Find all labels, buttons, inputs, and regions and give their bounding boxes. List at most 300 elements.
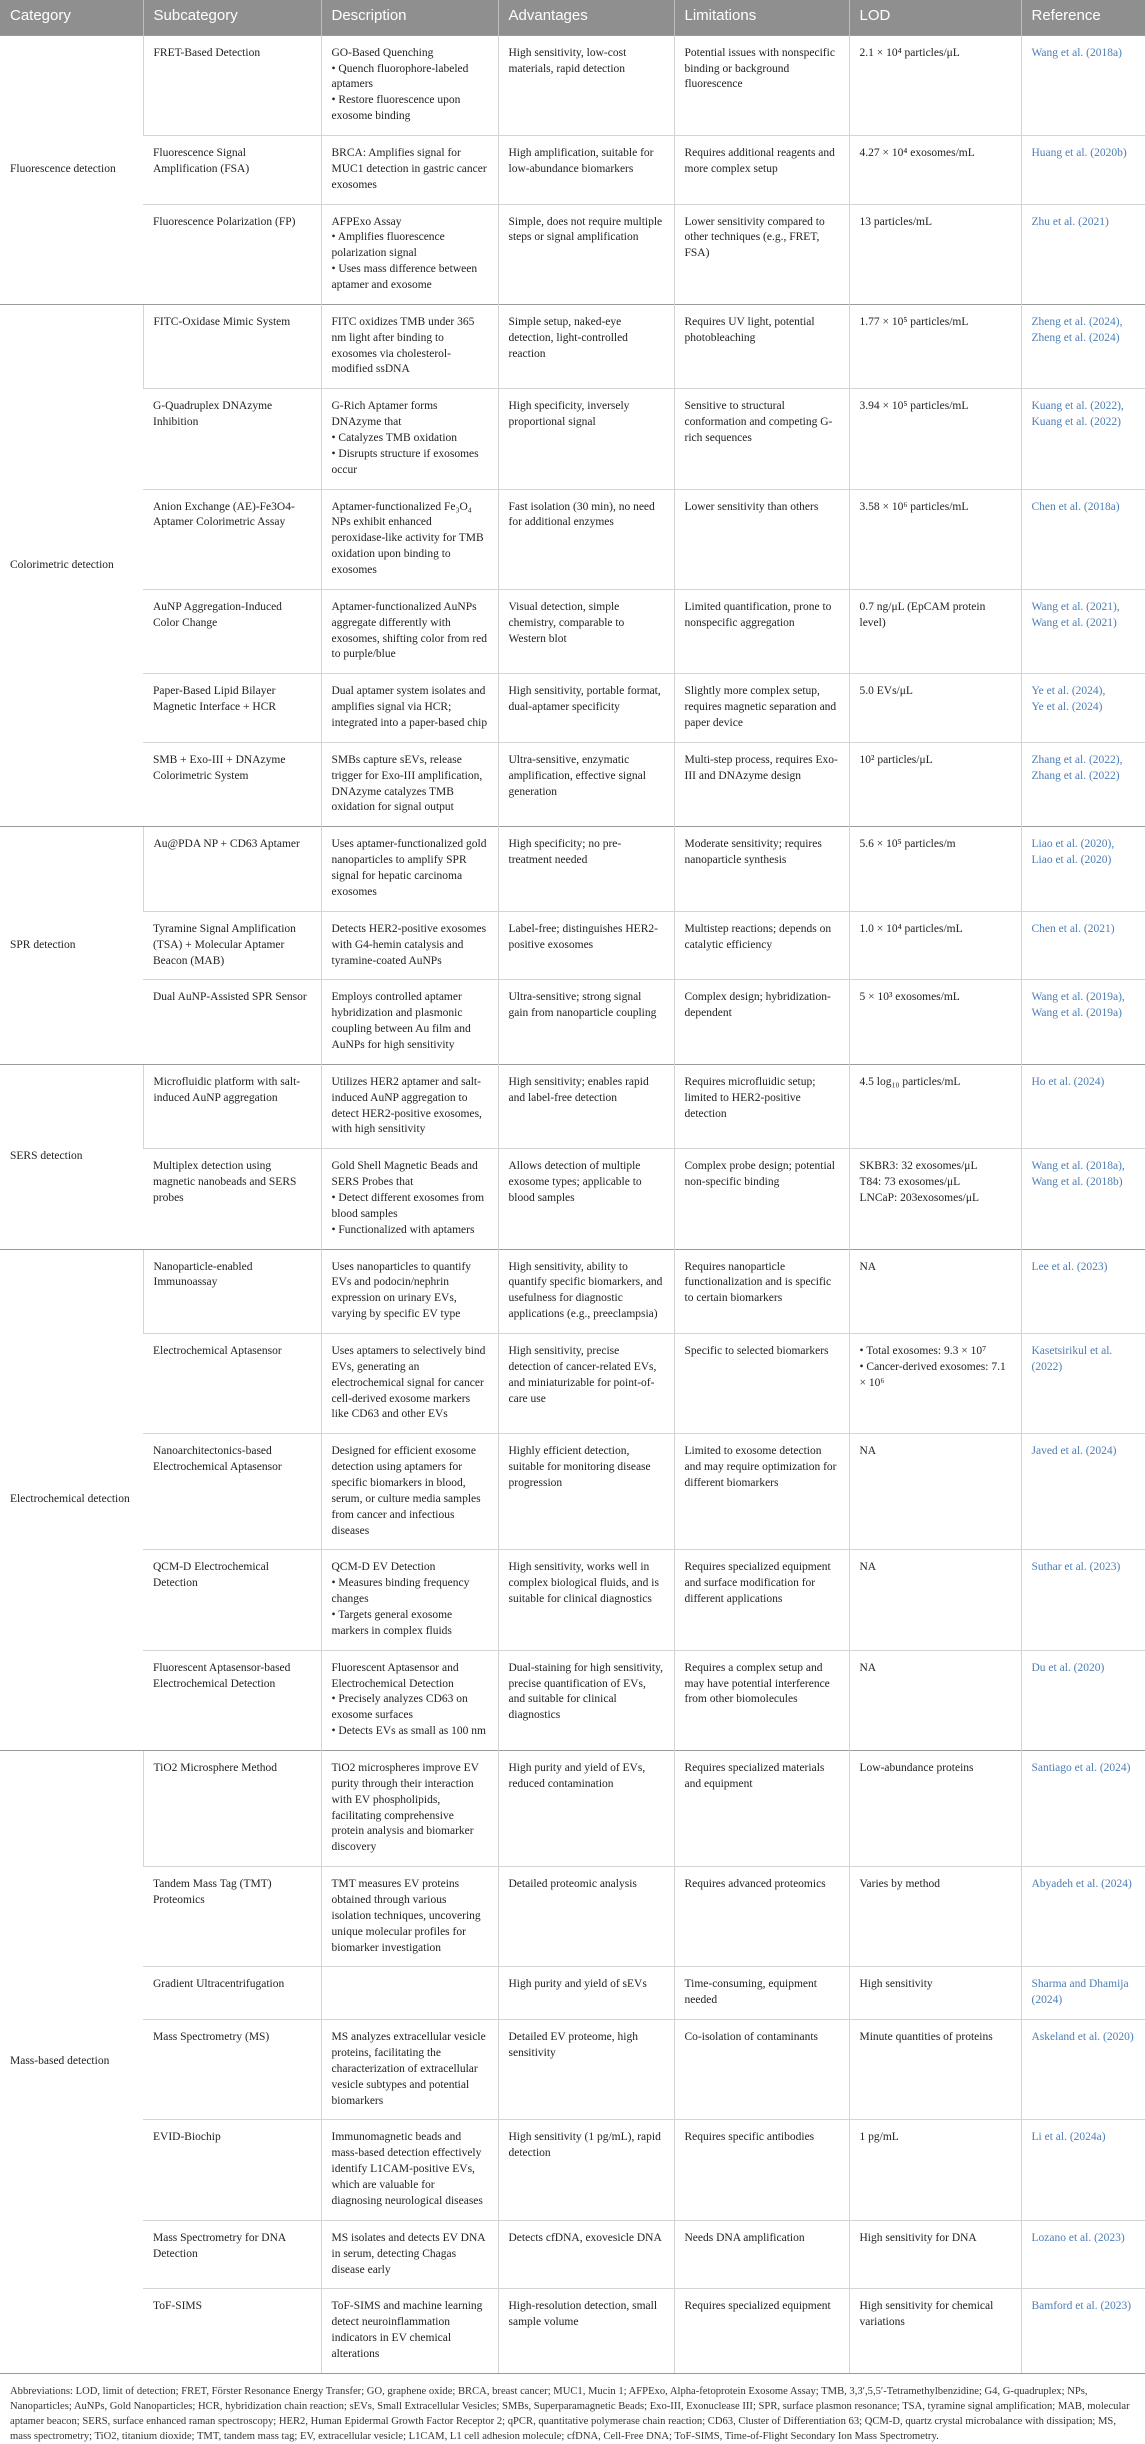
reference-link[interactable]: Bamford et al. (2023) (1031, 2300, 1132, 2313)
limitations-cell: Requires specialized equipment and surface modification for different applications (674, 1550, 849, 1650)
table-row (0, 135, 1145, 204)
description-cell (321, 389, 498, 489)
limitations-cell: Requires advanced proteomics (674, 1867, 849, 1967)
subcategory-cell: ToF-SIMS (143, 2289, 321, 2373)
advantages-cell: High specificity, inversely proportional signal (498, 389, 674, 489)
limitations-cell: Limited quantification, prone to nonspecific aggregation (674, 589, 849, 673)
lod-cell (849, 742, 1021, 826)
lod-cell (849, 1434, 1021, 1550)
reference-link[interactable]: Wang et al. (2021), (1031, 600, 1120, 613)
description-text: Utilizes HER2 aptamer and salt-induced AuNP aggregation to detect HER2-positive exosomes, with high sensitivity (331, 1075, 482, 1136)
lod-value: 3.58 × 10⁶ particles/mL (859, 500, 969, 513)
advantages-cell: High sensitivity (1 pg/mL), rapid detection (498, 2120, 674, 2220)
description-text: TMT measures EV proteins obtained through various isolation techniques, uncovering unique molecular profiles for biomarker investigation (331, 1878, 481, 1954)
reference-link[interactable]: Wang et al. (2019a) (1031, 1007, 1122, 1020)
description-text: AFPExo Assay (331, 215, 402, 228)
table-row (0, 827, 1145, 911)
reference-link[interactable]: Suthar et al. (2023) (1031, 1561, 1121, 1574)
description-cell (321, 589, 498, 673)
subcategory-cell: Paper-Based Lipid Bilayer Magnetic Interface + HCR (143, 674, 321, 743)
advantages-cell: Simple setup, naked-eye detection, light-controlled reaction (498, 304, 674, 388)
limitations-cell: Limited to exosome detection and may require optimization for different biomarkers (674, 1434, 849, 1550)
reference-cell (1021, 1434, 1145, 1550)
description-text: Designed for efficient exosome detection using aptamers for specific biomarkers in blood, serum, or culture media samples from cancer and infectious diseases (331, 1445, 481, 1537)
description-cell (321, 135, 498, 204)
subcategory-cell: Anion Exchange (AE)-Fe3O4-Aptamer Colorimetric Assay (143, 489, 321, 589)
reference-link[interactable]: Zhang et al. (2022) (1031, 769, 1120, 782)
reference-link[interactable]: Du et al. (2020) (1031, 1661, 1105, 1674)
header-subcategory: Subcategory (143, 0, 321, 35)
reference-link[interactable]: Li et al. (2024a) (1031, 2131, 1106, 2144)
lod-value: 3.94 × 10⁵ particles/mL (859, 400, 969, 413)
reference-cell (1021, 827, 1145, 911)
description-cell (321, 827, 498, 911)
reference-cell (1021, 1967, 1145, 2020)
table-row (0, 1967, 1145, 2020)
description-cell (321, 489, 498, 589)
table-row (0, 1751, 1145, 1867)
description-cell (321, 1967, 498, 2020)
lod-cell (849, 204, 1021, 304)
reference-link[interactable]: Ye et al. (2024) (1031, 701, 1103, 714)
lod-cell (849, 911, 1021, 980)
table-row (0, 1064, 1145, 1148)
description-cell (321, 1249, 498, 1333)
subcategory-cell: EVID-Biochip (143, 2120, 321, 2220)
description-cell (321, 1333, 498, 1433)
limitations-cell: Multi-step process, requires Exo-III and DNAzyme design (674, 742, 849, 826)
limitations-cell: Complex probe design; potential non-specific binding (674, 1149, 849, 1249)
subcategory-cell: Nanoparticle-enabled Immunoassay (143, 1249, 321, 1333)
reference-cell (1021, 1867, 1145, 1967)
description-text: BRCA: Amplifies signal for MUC1 detection in gastric cancer exosomes (331, 146, 487, 191)
reference-link[interactable]: Chen et al. (2018a) (1031, 500, 1120, 513)
category-cell: Fluorescence detection (0, 35, 143, 304)
header-row (0, 0, 1145, 35)
lod-cell (849, 2120, 1021, 2220)
lod-value: T84: 73 exosomes/μL (859, 1176, 961, 1189)
advantages-cell: High sensitivity, precise detection of cancer-related EVs, and miniaturizable for point-of-care use (498, 1333, 674, 1433)
table-row (0, 674, 1145, 743)
description-text: FITC oxidizes TMB under 365 nm light after binding to exosomes via cholesterol-modified ssDNA (331, 315, 475, 376)
table-body (0, 35, 1145, 2373)
description-cell (321, 1751, 498, 1867)
lod-cell (849, 35, 1021, 135)
reference-link[interactable]: Kasetsirikul et al. (2022) (1031, 1344, 1113, 1373)
lod-cell (849, 589, 1021, 673)
advantages-cell: High sensitivity, ability to quantify specific biomarkers, and usefulness for diagnostic applications (e.g., preeclampsia) (498, 1249, 674, 1333)
lod-cell (849, 304, 1021, 388)
advantages-cell: High amplification, suitable for low-abundance biomarkers (498, 135, 674, 204)
reference-link[interactable]: Wang et al. (2018a) (1031, 46, 1122, 59)
subcategory-cell: QCM-D Electrochemical Detection (143, 1550, 321, 1650)
table-row (0, 204, 1145, 304)
advantages-cell: High sensitivity, low-cost materials, rapid detection (498, 35, 674, 135)
description-cell (321, 980, 498, 1064)
table-row (0, 911, 1145, 980)
advantages-cell: Detects cfDNA, exovesicle DNA (498, 2220, 674, 2289)
description-bullets (332, 1692, 488, 1740)
lod-value: LNCaP: 203exosomes/μL (859, 1191, 980, 1204)
description-text: Uses nanoparticles to quantify EVs and podocin/nephrin expression on urinary EVs, varying by specific EV type (331, 1260, 472, 1321)
lod-value: High sensitivity for DNA (859, 2231, 977, 2244)
lod-cell (849, 1149, 1021, 1249)
description-cell (321, 204, 498, 304)
limitations-cell: Requires specialized materials and equipment (674, 1751, 849, 1867)
description-bullets (332, 1576, 488, 1639)
lod-bullet-item: • Cancer-derived exosomes: 7.1 × 10⁶ (860, 1360, 1011, 1392)
reference-link[interactable]: Zhu et al. (2021) (1031, 215, 1109, 228)
advantages-cell: Label-free; distinguishes HER2-positive exosomes (498, 911, 674, 980)
limitations-cell: Requires specific antibodies (674, 2120, 849, 2220)
subcategory-cell: Fluorescence Polarization (FP) (143, 204, 321, 304)
lod-value: 5 × 10³ exosomes/mL (859, 991, 960, 1004)
table-row (0, 2220, 1145, 2289)
table-row (0, 35, 1145, 135)
table-row (0, 2120, 1145, 2220)
description-cell (321, 304, 498, 388)
advantages-cell: Detailed proteomic analysis (498, 1867, 674, 1967)
category-cell: Electrochemical detection (0, 1249, 143, 1750)
reference-cell (1021, 2120, 1145, 2220)
lod-cell (849, 1064, 1021, 1148)
lod-value: 4.5 log₁₀ particles/mL (859, 1075, 961, 1088)
table-row (0, 304, 1145, 388)
subcategory-cell: FRET-Based Detection (143, 35, 321, 135)
description-cell (321, 1434, 498, 1550)
description-cell (321, 1650, 498, 1750)
header-limitations: Limitations (674, 0, 849, 35)
subcategory-cell: Mass Spectrometry (MS) (143, 2020, 321, 2120)
advantages-cell: High-resolution detection, small sample volume (498, 2289, 674, 2373)
reference-cell (1021, 589, 1145, 673)
description-cell (321, 2120, 498, 2220)
description-text: GO-Based Quenching (331, 46, 434, 59)
reference-cell (1021, 204, 1145, 304)
description-cell (321, 911, 498, 980)
reference-link[interactable]: Wang et al. (2019a), (1031, 991, 1125, 1004)
subcategory-cell: SMB + Exo-III + DNAzyme Colorimetric System (143, 742, 321, 826)
limitations-cell: Slightly more complex setup, requires magnetic separation and paper device (674, 674, 849, 743)
description-cell (321, 2220, 498, 2289)
table-row (0, 389, 1145, 489)
table-row (0, 489, 1145, 589)
lod-value: High sensitivity for chemical variations (859, 2300, 994, 2329)
reference-cell (1021, 980, 1145, 1064)
reference-link[interactable]: Zheng et al. (2024) (1031, 331, 1120, 344)
limitations-cell: Potential issues with nonspecific binding or background fluorescence (674, 35, 849, 135)
description-text: Fluorescent Aptasensor and Electrochemical Detection (331, 1661, 459, 1690)
advantages-cell: High sensitivity, portable format, dual-aptamer specificity (498, 674, 674, 743)
lod-value: NA (859, 1561, 877, 1574)
reference-cell (1021, 135, 1145, 204)
limitations-cell: Multistep reactions; depends on catalytic efficiency (674, 911, 849, 980)
bullet-item: • Quench fluorophore-labeled aptamers (332, 62, 488, 94)
description-text: G-Rich Aptamer forms DNAzyme that (331, 400, 438, 429)
limitations-cell: Requires nanoparticle functionalization and is specific to certain biomarkers (674, 1249, 849, 1333)
lod-value: NA (859, 1445, 877, 1458)
reference-cell (1021, 1751, 1145, 1867)
reference-link[interactable]: Santiago et al. (2024) (1031, 1762, 1131, 1775)
description-text: MS analyzes extracellular vesicle proteins, facilitating the characterization of extracellular vesicle subtypes and potential biomarkers (331, 2031, 486, 2107)
lod-cell (849, 1751, 1021, 1867)
limitations-cell: Sensitive to structural conformation and competing G-rich sequences (674, 389, 849, 489)
lod-cell (849, 2289, 1021, 2373)
abbreviations-footnote: Abbreviations: LOD, limit of detection; FRET, Förster Resonance Energy Transfer; GO, graphene oxide; BRCA, breast cancer; MUC1, Mucin 1; AFPExo, Alpha-fetoprotein Exosome Assay; TMB, 3,3′,5,5′-Tetramethylbenzidine; G4, G-quadruplex; NPs, Nanoparticles; AuNPs, Gold Nanoparticles; HCR, hybridization chain reaction; sEVs, Small Extracellular Vesicles; SMBs, Superparamagnetic Beads; Exo-III, Exonuclease III; SPR, surface plasmon resonance; TSA, tyramine signal amplification; MAB, molecular aptamer beacon; SERS, surface enhanced raman spectroscopy; HER2, Human Epidermal Growth Factor Receptor 2; qPCR, quantitative polymerase chain reaction; CD63, Cluster of Differentiation 63; QCM-D, quartz crystal microbalance with dissipation; MS, mass spectrometry; TiO2, titanium dioxide; TMT, tandem mass tag; EV, extracellular vesicle; L1CAM, L1 cell adhesion molecule; cfDNA, Cell-Free DNA; ToF-SIMS, Time-of-Flight Secondary Ion Mass Spectrometry. (0, 2373, 1145, 2444)
lod-cell (849, 674, 1021, 743)
description-cell (321, 1867, 498, 1967)
advantages-cell: Ultra-sensitive, enzymatic amplification, effective signal generation (498, 742, 674, 826)
lod-value: Minute quantities of proteins (859, 2031, 993, 2044)
lod-value: SKBR3: 32 exosomes/μL (859, 1160, 978, 1173)
reference-link[interactable]: Lee et al. (2023) (1031, 1260, 1108, 1273)
subcategory-cell: Tandem Mass Tag (TMT) Proteomics (143, 1867, 321, 1967)
description-text: Uses aptamer-functionalized gold nanoparticles to amplify SPR signal for hepatic carcinoma exosomes (331, 838, 487, 898)
bullet-item: • Uses mass difference between aptamer and exosome (332, 262, 488, 294)
description-cell (321, 1149, 498, 1249)
table-row (0, 1149, 1145, 1249)
subcategory-cell: G-Quadruplex DNAzyme Inhibition (143, 389, 321, 489)
reference-link[interactable]: Liao et al. (2020) (1031, 854, 1112, 867)
limitations-cell: Specific to selected biomarkers (674, 1333, 849, 1433)
description-text: QCM-D EV Detection (331, 1561, 436, 1574)
advantages-cell: Allows detection of multiple exosome types; applicable to blood samples (498, 1149, 674, 1249)
reference-link[interactable]: Ho et al. (2024) (1031, 1075, 1105, 1088)
reference-cell (1021, 1249, 1145, 1333)
description-cell (321, 1064, 498, 1148)
description-cell (321, 674, 498, 743)
description-text: Gold Shell Magnetic Beads and SERS Probes that (331, 1160, 478, 1189)
lod-value: High sensitivity (859, 1978, 933, 1991)
table-row (0, 1650, 1145, 1750)
lod-value: 13 particles/mL (859, 215, 932, 228)
reference-cell (1021, 674, 1145, 743)
reference-cell (1021, 389, 1145, 489)
limitations-cell: Lower sensitivity compared to other techniques (e.g., FRET, FSA) (674, 204, 849, 304)
lod-cell (849, 1967, 1021, 2020)
description-cell (321, 2020, 498, 2120)
bullet-item: • Restore fluorescence upon exosome binding (332, 93, 488, 125)
category-cell: Mass-based detection (0, 1751, 143, 2373)
reference-link[interactable]: Wang et al. (2018a), (1031, 1160, 1125, 1173)
lod-value: 2.1 × 10⁴ particles/μL (859, 46, 960, 59)
description-cell (321, 1550, 498, 1650)
reference-link[interactable]: Wang et al. (2021) (1031, 616, 1117, 629)
reference-cell (1021, 911, 1145, 980)
description-text: Aptamer-functionalized Fe₃O₄ NPs exhibit enhanced peroxidase-like activity for TMB oxidation upon binding to exosomes (331, 500, 484, 577)
lod-value: 0.7 ng/μL (EpCAM protein level) (859, 600, 986, 629)
subcategory-cell: Fluorescent Aptasensor-based Electrochemical Detection (143, 1650, 321, 1750)
subcategory-cell: Tyramine Signal Amplification (TSA) + Molecular Aptamer Beacon (MAB) (143, 911, 321, 980)
lod-cell (849, 980, 1021, 1064)
reference-link[interactable]: Huang et al. (2020b) (1031, 146, 1127, 159)
reference-link[interactable]: Chen et al. (2021) (1031, 922, 1115, 935)
lod-cell (849, 389, 1021, 489)
reference-link[interactable]: Lozano et al. (2023) (1031, 2231, 1125, 2244)
lod-value: 5.0 EVs/μL (859, 685, 913, 698)
table-row (0, 2289, 1145, 2373)
bullet-item: • Precisely analyzes CD63 on exosome surfaces (332, 1692, 488, 1724)
lod-cell (849, 1333, 1021, 1433)
header-category: Category (0, 0, 143, 35)
limitations-cell: Moderate sensitivity; requires nanoparticle synthesis (674, 827, 849, 911)
reference-cell (1021, 35, 1145, 135)
lod-cell (849, 1867, 1021, 1967)
description-cell (321, 35, 498, 135)
description-text: SMBs capture sEVs, release trigger for Exo-III amplification, DNAzyme catalyzes TMB oxidation for signal output (331, 753, 483, 814)
description-text: Dual aptamer system isolates and amplifies signal via HCR; integrated into a paper-based chip (331, 685, 488, 730)
lod-value: Varies by method (859, 1878, 940, 1891)
category-cell: Colorimetric detection (0, 304, 143, 826)
advantages-cell: High specificity; no pre-treatment needed (498, 827, 674, 911)
table-row (0, 1249, 1145, 1333)
reference-cell (1021, 1064, 1145, 1148)
category-cell: SERS detection (0, 1064, 143, 1249)
reference-link[interactable]: Zhang et al. (2022), (1031, 753, 1123, 766)
lod-bullets (860, 1344, 1011, 1392)
advantages-cell: Highly efficient detection, suitable for monitoring disease progression (498, 1434, 674, 1550)
reference-cell (1021, 1650, 1145, 1750)
lod-cell (849, 1249, 1021, 1333)
lod-cell (849, 1550, 1021, 1650)
header-description: Description (321, 0, 498, 35)
table-row (0, 742, 1145, 826)
header-lod: LOD (849, 0, 1021, 35)
bullet-item: • Measures binding frequency changes (332, 1576, 488, 1608)
bullet-item: • Functionalized with aptamers (332, 1223, 488, 1239)
lod-value: Low-abundance proteins (859, 1762, 974, 1775)
bullet-item: • Catalyzes TMB oxidation (332, 431, 488, 447)
limitations-cell: Lower sensitivity than others (674, 489, 849, 589)
description-bullets (332, 230, 488, 293)
limitations-cell: Co-isolation of contaminants (674, 2020, 849, 2120)
reference-link[interactable]: Sharma and Dhamija (2024) (1031, 1978, 1129, 2007)
advantages-cell: Simple, does not require multiple steps or signal amplification (498, 204, 674, 304)
limitations-cell: Requires a complex setup and may have potential interference from other biomolecules (674, 1650, 849, 1750)
reference-cell (1021, 742, 1145, 826)
lod-value: 10² particles/μL (859, 753, 933, 766)
lod-cell (849, 2020, 1021, 2120)
subcategory-cell: Fluorescence Signal Amplification (FSA) (143, 135, 321, 204)
subcategory-cell: Multiplex detection using magnetic nanobeads and SERS probes (143, 1149, 321, 1249)
table-row (0, 589, 1145, 673)
table-row (0, 980, 1145, 1064)
reference-link[interactable]: Askeland et al. (2020) (1031, 2031, 1134, 2044)
description-text: Employs controlled aptamer hybridization and plasmonic coupling between Au film and AuNPs for high sensitivity (331, 991, 471, 1051)
subcategory-cell: Microfluidic platform with salt-induced AuNP aggregation (143, 1064, 321, 1148)
advantages-cell: Visual detection, simple chemistry, comparable to Western blot (498, 589, 674, 673)
subcategory-cell: Mass Spectrometry for DNA Detection (143, 2220, 321, 2289)
reference-link[interactable]: Ye et al. (2024), (1031, 685, 1106, 698)
description-bullets (332, 62, 488, 125)
lod-value: 1.0 × 10⁴ particles/mL (859, 922, 963, 935)
lod-cell (849, 135, 1021, 204)
reference-cell (1021, 1149, 1145, 1249)
reference-cell (1021, 304, 1145, 388)
reference-link[interactable]: Zheng et al. (2024), (1031, 315, 1123, 328)
category-cell: SPR detection (0, 827, 143, 1064)
lod-value: NA (859, 1661, 877, 1674)
advantages-cell: Detailed EV proteome, high sensitivity (498, 2020, 674, 2120)
reference-link[interactable]: Kuang et al. (2022), (1031, 400, 1124, 413)
subcategory-cell: Dual AuNP-Assisted SPR Sensor (143, 980, 321, 1064)
header-advantages: Advantages (498, 0, 674, 35)
description-text: Detects HER2-positive exosomes with G4-hemin catalysis and tyramine-coated AuNPs (331, 922, 487, 967)
reference-link[interactable]: Liao et al. (2020), (1031, 838, 1115, 851)
lod-value: 4.27 × 10⁴ exosomes/mL (859, 146, 975, 159)
description-text: Aptamer-functionalized AuNPs aggregate differently with exosomes, shifting color from red to purple/blue (331, 600, 488, 661)
reference-cell (1021, 1333, 1145, 1433)
description-text: ToF-SIMS and machine learning detect neuroinflammation indicators in EV chemical alterations (331, 2300, 483, 2360)
advantages-cell: High sensitivity, works well in complex biological fluids, and is suitable for clinical diagnostics (498, 1550, 674, 1650)
description-text: MS isolates and detects EV DNA in serum, detecting Chagas disease early (331, 2231, 485, 2276)
lod-value: 5.6 × 10⁵ particles/m (859, 838, 956, 851)
advantages-cell: Fast isolation (30 min), no need for additional enzymes (498, 489, 674, 589)
subcategory-cell: FITC-Oxidase Mimic System (143, 304, 321, 388)
reference-cell (1021, 489, 1145, 589)
reference-link[interactable]: Wang et al. (2018b) (1031, 1176, 1123, 1189)
reference-link[interactable]: Kuang et al. (2022) (1031, 416, 1121, 429)
limitations-cell: Needs DNA amplification (674, 2220, 849, 2289)
description-text: Immunomagnetic beads and mass-based detection effectively identify L1CAM-positive EVs, which are valuable for diagnosing neurological diseases (331, 2131, 483, 2207)
advantages-cell: Dual-staining for high sensitivity, precise quantification of EVs, and suitable for clinical diagnostics (498, 1650, 674, 1750)
subcategory-cell: AuNP Aggregation-Induced Color Change (143, 589, 321, 673)
bullet-item: • Targets general exosome markers in complex fluids (332, 1608, 488, 1640)
reference-link[interactable]: Javed et al. (2024) (1031, 1445, 1117, 1458)
lod-value: NA (859, 1260, 877, 1273)
bullet-item: • Detects EVs as small as 100 nm (332, 1724, 488, 1740)
bullet-item: • Disrupts structure if exosomes occur (332, 447, 488, 479)
lod-bullet-item: • Total exosomes: 9.3 × 10⁷ (860, 1344, 1011, 1360)
limitations-cell: Requires microfluidic setup; limited to HER2-positive detection (674, 1064, 849, 1148)
table-row (0, 1550, 1145, 1650)
limitations-cell: Complex design; hybridization-dependent (674, 980, 849, 1064)
reference-cell (1021, 2289, 1145, 2373)
table-row (0, 1867, 1145, 1967)
advantages-cell: High purity and yield of sEVs (498, 1967, 674, 2020)
limitations-cell: Requires additional reagents and more complex setup (674, 135, 849, 204)
subcategory-cell: Nanoarchitectonics-based Electrochemical Aptasensor (143, 1434, 321, 1550)
limitations-cell: Time-consuming, equipment needed (674, 1967, 849, 2020)
limitations-cell: Requires specialized equipment (674, 2289, 849, 2373)
description-text: TiO2 microspheres improve EV purity through their interaction with EV phospholipids, facilitating comprehensive protein analysis and biomarker discovery (331, 1762, 479, 1854)
subcategory-cell: Gradient Ultracentrifugation (143, 1967, 321, 2020)
table-row (0, 1333, 1145, 1433)
description-cell (321, 742, 498, 826)
lod-value: 1.77 × 10⁵ particles/mL (859, 315, 969, 328)
description-cell (321, 2289, 498, 2373)
subcategory-cell: TiO2 Microsphere Method (143, 1751, 321, 1867)
lod-cell (849, 489, 1021, 589)
lod-cell (849, 1650, 1021, 1750)
bullet-item: • Detect different exosomes from blood samples (332, 1191, 488, 1223)
table-row (0, 2020, 1145, 2120)
reference-link[interactable]: Abyadeh et al. (2024) (1031, 1878, 1132, 1891)
advantages-cell: High sensitivity; enables rapid and label-free detection (498, 1064, 674, 1148)
table-header (0, 0, 1145, 35)
subcategory-cell: Electrochemical Aptasensor (143, 1333, 321, 1433)
description-text: Uses aptamers to selectively bind EVs, generating an electrochemical signal for cancer cell-derived exosome markers like CD63 and other EVs (331, 1344, 486, 1421)
advantages-cell: Ultra-sensitive; strong signal gain from nanoparticle coupling (498, 980, 674, 1064)
bullet-item: • Amplifies fluorescence polarization signal (332, 230, 488, 262)
advantages-cell: High purity and yield of EVs, reduced contamination (498, 1751, 674, 1867)
lod-value: 1 pg/mL (859, 2131, 899, 2144)
reference-cell (1021, 1550, 1145, 1650)
description-bullets (332, 1191, 488, 1239)
lod-cell (849, 827, 1021, 911)
reference-cell (1021, 2020, 1145, 2120)
reference-cell (1021, 2220, 1145, 2289)
